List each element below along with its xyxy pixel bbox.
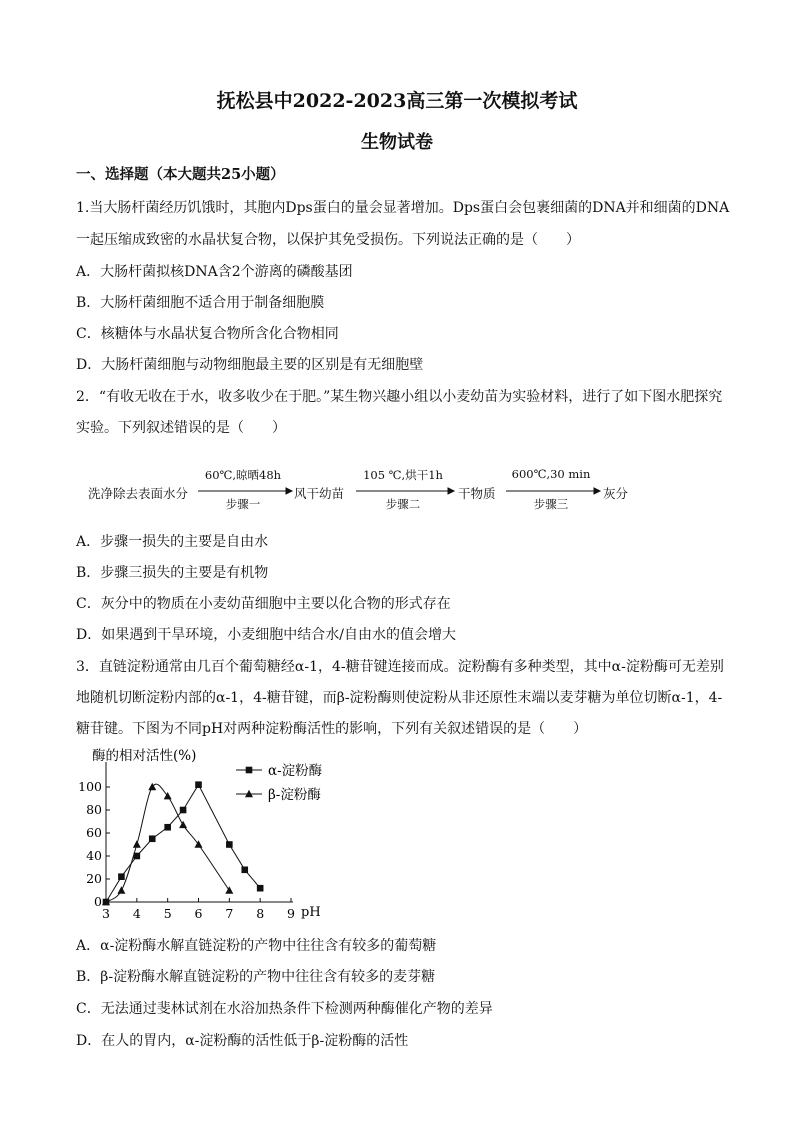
- x-tick-label: 4: [132, 906, 141, 921]
- q3-stem-line-2: 地随机切断淀粉内部的α-1，4-糖苷键，而β-淀粉酶则使淀粉从非还原性末端以麦芽糖为单位切断α-1，4-: [76, 690, 723, 706]
- q1-option-a: A．大肠杆菌拟核DNA含2个游离的磷酸基团: [76, 264, 353, 280]
- legend-marker-1: [246, 767, 253, 774]
- page-title: 抚松县中2022-2023高三第一次模拟考试: [216, 90, 578, 112]
- q1-option-d: D．大肠杆菌细胞与动物细胞最主要的区别是有无细胞壁: [76, 357, 424, 373]
- q3-option-b: B．β-淀粉酶水解直链淀粉的产物中往往含有较多的麦芽糖: [76, 969, 436, 985]
- data-point-series-1: [257, 885, 264, 892]
- q3-option-d: D．在人的胃内，α-淀粉酶的活性低于β-淀粉酶的活性: [76, 1033, 409, 1049]
- data-point-series-1: [180, 807, 187, 814]
- q2-option-b: B．步骤三损失的主要是有机物: [76, 565, 269, 581]
- flow-condition-1: 60℃,晾晒48h: [204, 468, 282, 482]
- flow-step-2: 步骤二: [385, 497, 421, 511]
- data-point-series-2: [179, 821, 187, 828]
- q2-option-d: D．如果遇到干旱环境，小麦细胞中结合水/自由水的值会增大: [76, 627, 456, 643]
- y-tick-label: 20: [86, 871, 102, 886]
- enzyme-activity-chart: [76, 742, 356, 922]
- section-heading: 一、选择题（本大题共25小题）: [76, 166, 285, 183]
- x-tick-label: 8: [256, 906, 265, 921]
- legend-label-1: α-淀粉酶: [268, 763, 323, 779]
- legend-label-2: β-淀粉酶: [268, 787, 321, 803]
- x-tick-label: 5: [163, 906, 172, 921]
- q3-stem-line-1: 3．直链淀粉通常由几百个葡萄糖经α-1，4-糖苷键连接而成。淀粉酶有多种类型，其中α-淀粉酶可无差别: [76, 659, 724, 675]
- x-tick-label: 9: [287, 906, 295, 921]
- flow-condition-2: 105 ℃,烘干1h: [363, 468, 443, 482]
- q2-stem-line-1: 2．“有收无收在于水，收多收少在于肥。”某生物兴趣小组以小麦幼苗为实验材料，进行了如下图水肥探究: [76, 389, 723, 405]
- data-point-series-1: [118, 873, 125, 880]
- y-tick-label: 80: [86, 802, 102, 817]
- q1-stem-line-2: 一起压缩成致密的水晶状复合物，以保护其免受损伤。下列说法正确的是（ ）: [76, 232, 580, 248]
- series-line-2: [106, 784, 229, 902]
- flow-arrowhead-1: [286, 488, 292, 494]
- flow-arrowhead-3: [594, 488, 600, 494]
- q2-option-c: C．灰分中的物质在小麦幼苗细胞中主要以化合物的形式存在: [76, 596, 451, 612]
- data-point-series-2: [117, 886, 125, 893]
- y-axis-label: 酶的相对活性(%): [92, 748, 197, 764]
- data-point-series-2: [225, 886, 233, 893]
- flow-condition-3: 600℃,30 min: [511, 467, 591, 481]
- flow-arrowhead-2: [448, 488, 454, 494]
- flow-node-1: 洗净除去表面水分: [88, 486, 189, 501]
- x-tick-label: 6: [194, 906, 203, 921]
- series-line-1: [106, 785, 260, 902]
- page-subtitle: 生物试卷: [361, 132, 433, 153]
- data-point-series-1: [149, 835, 156, 842]
- data-point-series-1: [241, 867, 248, 874]
- q3-option-c: C．无法通过斐林试剂在水浴加热条件下检测两种酶催化产物的差异: [76, 1001, 493, 1017]
- flow-step-1: 步骤一: [225, 497, 261, 511]
- x-tick-label: 3: [102, 906, 110, 921]
- y-tick-label: 40: [86, 848, 102, 863]
- flow-arrows: [88, 462, 738, 518]
- data-point-series-1: [195, 781, 202, 788]
- data-point-series-1: [226, 841, 233, 848]
- q1-option-b: B．大肠杆菌细胞不适合用于制备细胞膜: [76, 295, 325, 311]
- x-axis-label: pH: [301, 905, 321, 920]
- q1-stem-line-1: 1.当大肠杆菌经历饥饿时，其胞内Dps蛋白的量会显著增加。Dps蛋白会包裹细菌的DNA并和细菌的DNA: [76, 200, 730, 216]
- data-point-series-1: [164, 824, 171, 831]
- chart-layer: [78, 747, 323, 921]
- x-tick-label: 7: [225, 906, 234, 921]
- flow-step-3: 步骤三: [533, 497, 569, 511]
- q2-stem-line-2: 实验。下列叙述错误的是（ ）: [76, 420, 286, 436]
- data-point-series-2: [133, 840, 141, 847]
- y-tick-label: 0: [94, 894, 102, 909]
- flow-node-3: 干物质: [458, 486, 496, 501]
- q2-flow-diagram: [88, 462, 738, 518]
- q1-option-c: C．核糖体与水晶状复合物所含化合物相同: [76, 326, 339, 342]
- q3-stem-line-3: 糖苷键。下图为不同pH对两种淀粉酶活性的影响，下列有关叙述错误的是（ ）: [76, 721, 588, 737]
- flow-node-4: 灰分: [603, 486, 629, 501]
- y-tick-label: 100: [78, 779, 102, 794]
- y-tick-label: 60: [86, 825, 102, 840]
- q3-option-a: A．α-淀粉酶水解直链淀粉的产物中往往含有较多的葡萄糖: [76, 938, 437, 954]
- q2-option-a: A．步骤一损失的主要是自由水: [76, 534, 269, 550]
- flow-node-2: 风干幼苗: [294, 486, 345, 501]
